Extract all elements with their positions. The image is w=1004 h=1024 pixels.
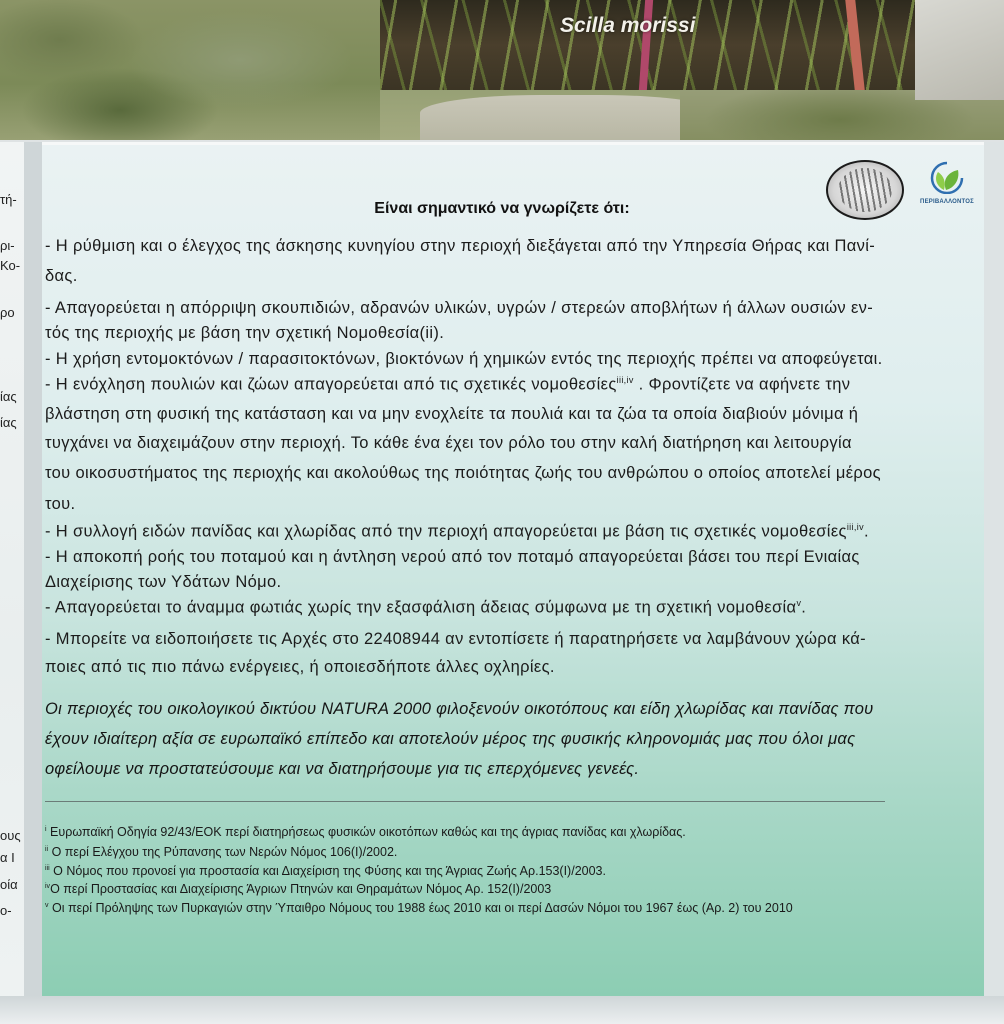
text-fragment: ρι- <box>0 238 15 253</box>
rule-line: - Μπορείτε να ειδοποιήσετε τις Αρχές στο 22408944 αν εντοπίσετε ή παρατηρήσετε να λαμβάνουν χώρα κά- <box>45 630 866 648</box>
footnote: $^i$ Ευρωπαϊκή Οδηγία 92/43/ΕΟΚ περί διατηρήσεως φυσικών οικοτόπων καθώς και της άγριας πανίδας και χλωρίδας. <box>45 825 686 839</box>
text-fragment: ίας <box>0 389 17 404</box>
rule-line: του οικοσυστήματος της περιοχής και ακολούθως της ποιότητας ζωής του ανθρώπου ο οποίος αποτελεί μέρος <box>45 464 881 482</box>
environment-leaf-icon <box>924 160 970 194</box>
rule-line: βλάστηση στη φυσική της κατάσταση και να μην ενοχλείτε τα πουλιά και τα ζώα τα οποία διαβιούν μόνιμα ή <box>45 405 859 423</box>
natura-statement: οφείλουμε να προστατεύσουμε και να διατηρήσουμε για τις επερχόμενες γενεές. <box>45 760 640 778</box>
footnote-ref: v <box>796 598 802 608</box>
landscape-photo <box>0 0 1004 140</box>
rule-line: τυγχάνει να διαχειμάζουν στην περιοχή. Το κάθε ένα έχει τον ρόλο του στην καλή διατήρηση και λειτουργία <box>45 434 852 452</box>
footnote-ref: iii,iv <box>616 375 634 385</box>
text-fragment: ο- <box>0 903 12 918</box>
rule-line: Διαχείρισης των Υδάτων Νόμο. <box>45 573 282 591</box>
footnote: $^v$ Οι περί Πρόληψης των Πυρκαγιών στην Ύπαιθρο Νόμους του 1988 έως 2010 και οι περί Δασών Νόμοι του 1967 έως (Αρ. 2) του 2010 <box>45 901 793 915</box>
rule-line: - Απαγορεύεται το άναμμα φωτιάς χωρίς την εξασφάλιση άδειας σύμφωνα με τη σχετική νομοθεσία$^v$. <box>45 598 807 617</box>
plant-stem <box>845 0 864 90</box>
logo-caption: ΠΕΡΙΒΑΛΛΟΝΤΟΣ <box>920 199 974 205</box>
rule-line: - Η ρύθμιση και ο έλεγχος της άσκησης κυνηγίου στην περιοχή διεξάγεται από την Υπηρεσία Θήρας και Πανί- <box>45 237 876 255</box>
text-fragment: ους <box>0 828 21 843</box>
sign-frame-bottom <box>0 996 1004 1024</box>
inset-plant-photo <box>380 0 915 90</box>
natura-statement: έχουν ιδιαίτερη αξία σε ευρωπαϊκό επίπεδο και αποτελούν μέρος της φυσικής κληρονομιάς μας που όλοι μας <box>45 730 856 748</box>
sign-heading: Είναι σημαντικό να γνωρίζετε ότι: <box>374 200 630 217</box>
text-fragment: Κο- <box>0 258 21 273</box>
rule-line: του. <box>45 495 76 513</box>
footnote-divider <box>45 801 885 802</box>
text-fragment: α Ι <box>0 850 15 865</box>
rule-line: - Η χρήση εντομοκτόνων / παρασιτοκτόνων, βιοκτόνων ή χημικών εντός της περιοχής πρέπει να αποφεύγεται. <box>45 350 883 368</box>
text-fragment: οία <box>0 877 18 892</box>
shrubs-area <box>0 0 380 140</box>
rule-line: - Η αποκοπή ροής του ποταμού και η άντληση νερού από τον ποταμό απαγορεύεται βάσει του περί Ενιαίας <box>45 548 860 566</box>
footnote: $^{iv}$Ο περί Προστασίας και Διαχείρισης Άγριων Πτηνών και Θηραμάτων Νόμος Αρ. 152(I)/2003 <box>45 882 552 896</box>
photo-caption: Scilla morissi <box>560 14 696 37</box>
footnote: $^{ii}$ Ο περί Ελέγχου της Ρύπανσης των Νερών Νόμος 106(I)/2002. <box>45 845 398 859</box>
sign-frame-edge <box>984 142 1004 1002</box>
rule-line: ποιες από τις πιο πάνω ενέργειες, ή οποιεσδήποτε άλλες οχληρίες. <box>45 658 555 676</box>
footnote-ref: iii,iv <box>846 522 864 532</box>
rock-area <box>915 0 1004 100</box>
rule-line: - Απαγορεύεται η απόρριψη σκουπιδιών, αδρανών υλικών, υγρών / στερεών αποβλήτων ή άλλων ουσιών εν- <box>45 299 874 317</box>
dirt-path <box>420 95 720 140</box>
natura-statement: Οι περιοχές του οικολογικού δικτύου NATURA 2000 φιλοξενούν οικοτόπους και είδη χλωρίδας και πανίδας που <box>45 700 874 718</box>
text-fragment: τή- <box>0 192 17 207</box>
footnote: $^{iii}$ Ο Νόμος που προνοεί για προστασία και Διαχείριση της Φύσης και της Άγριας Ζωής Αρ.153(I)/2003. <box>45 864 606 878</box>
rule-line: τός της περιοχής με βάση την σχετική Νομοθεσία(ii). <box>45 324 445 342</box>
adjacent-panel <box>0 142 24 1002</box>
panel-gap <box>24 142 42 1002</box>
text-fragment: ίας <box>0 415 17 430</box>
rule-line: - Η ενόχληση πουλιών και ζώων απαγορεύεται από τις σχετικές νομοθεσίες$^{iii,iv}$ . Φροντίζετε να αφήνετε την <box>45 375 851 394</box>
rule-line: δας. <box>45 267 78 285</box>
rule-line: - Η συλλογή ειδών πανίδας και χλωρίδας από την περιοχή απαγορεύεται με βάση τις σχετικές νομοθεσίες$^{iii,iv}$. <box>45 522 869 541</box>
text-fragment: ρο <box>0 305 15 320</box>
